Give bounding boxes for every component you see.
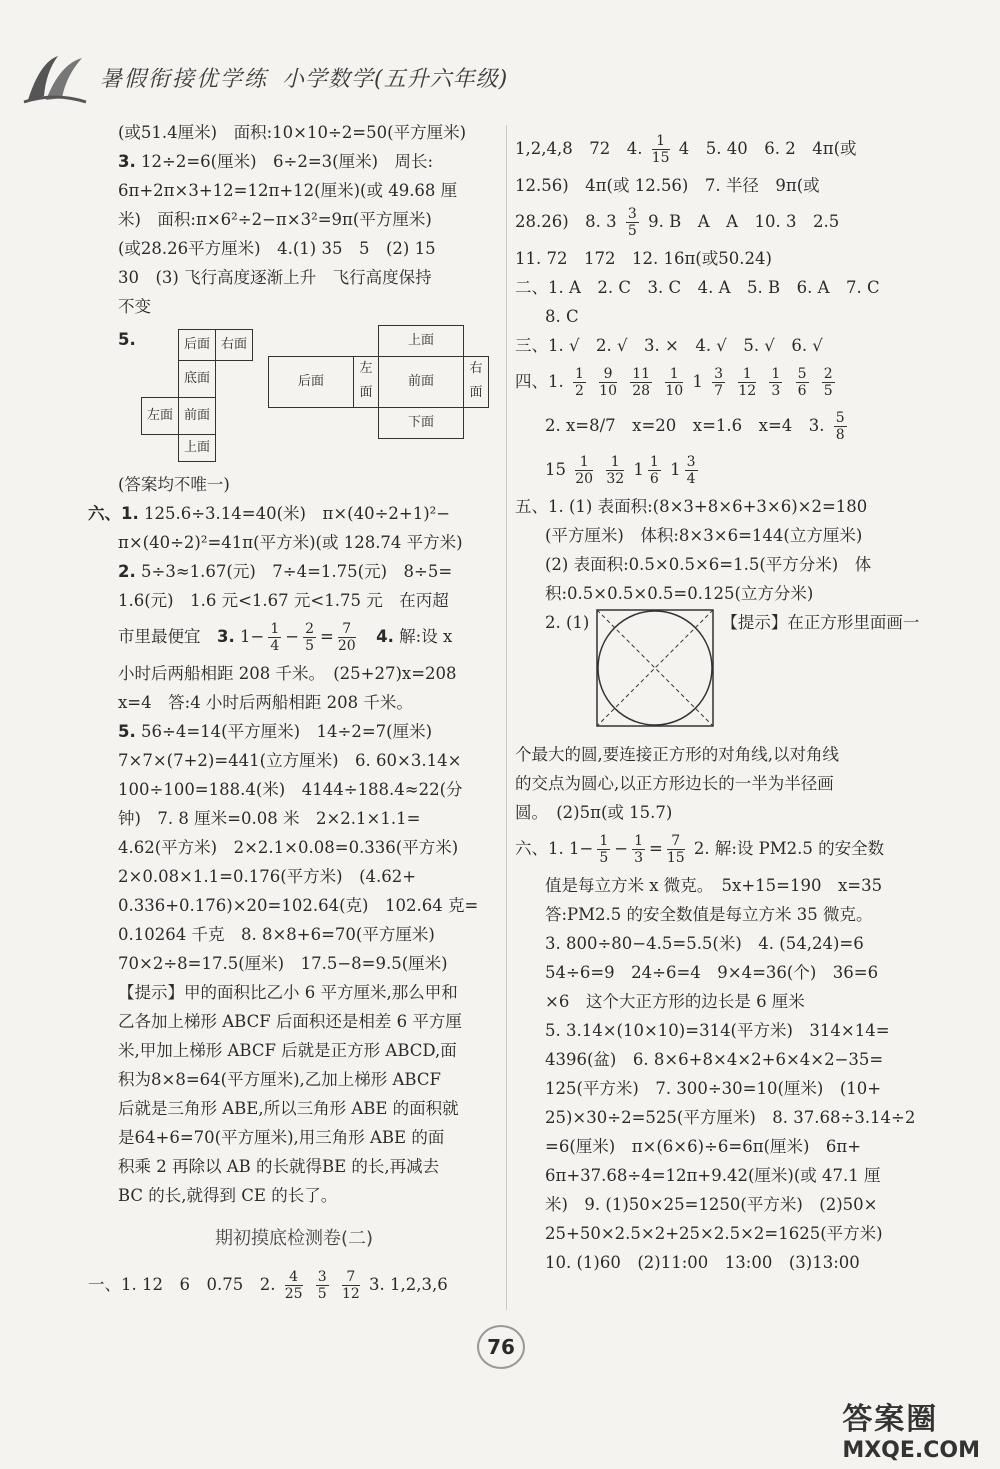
answer-line: 1.6(元) 1.6 元<1.67 元<1.75 元 在丙超: [118, 591, 449, 610]
page-header: [20, 52, 980, 112]
net-face: 底面: [178, 360, 216, 398]
answer-line: =6(厘米) π×(6×6)÷6=6π(厘米) 6π+: [545, 1137, 862, 1156]
answer-line: 3. 12÷2=6(厘米) 6÷2=3(厘米) 周长:: [118, 152, 434, 171]
answer-line: 2. x=8/7 x=20 x=1.6 x=4 3. $\frac{5}{8}$: [545, 410, 845, 443]
answer-line: (或51.4厘米) 面积:10×10÷2=50(平方厘米): [118, 123, 467, 142]
answer-line: 4.62(平方米) 2×2.1×0.08=0.336(平方米): [118, 838, 459, 857]
left-column: [88, 118, 500, 1307]
answer-line: 的交点为圆心,以正方形边长的一半为半径画: [515, 774, 834, 793]
square-circle-figure: [595, 608, 715, 728]
answer-line: 100÷100=188.4(米) 4144÷188.4≈22(分: [118, 780, 463, 799]
net-face: 下面: [378, 407, 464, 439]
answer-line: 米) 9. (1)50×25=1250(平方米) (2)50×: [545, 1195, 878, 1214]
net-face: 右面: [463, 356, 489, 408]
answer-line: 六、1. 1− $\frac{1}{5}$ − $\frac{1}{3}$ = $\frac{7}{15}$ 2. 解:设 PM2.5 的安全数: [515, 833, 885, 866]
hint-line: 乙各加上梯形 ABCF 后面积还是相差 6 平方厘: [118, 1012, 462, 1031]
hint-line: BC 的长,就得到 CE 的长了。: [118, 1186, 338, 1205]
net-face: 左面: [353, 356, 379, 408]
answer-line: 钟) 7. 8 厘米=0.08 米 2×2.1×1.1=: [118, 809, 421, 828]
answer-line: π×(40÷2)²=41π(平方米)(或 128.74 平方米): [118, 533, 463, 552]
answer-line: 7×7×(7+2)=441(立方厘米) 6. 60×3.14×: [118, 751, 462, 770]
hint-line: 积为8×8=64(平方厘米),乙加上梯形 ABCF: [118, 1070, 441, 1089]
note-text: (答案均不唯一): [118, 475, 230, 494]
answer-line: (2) 表面积:0.5×0.5×6=1.5(平方分米) 体: [545, 555, 872, 574]
answer-line: 12.56) 4π(或 12.56) 7. 半径 9π(或: [515, 176, 820, 195]
answer-line: 米) 面积:π×6²÷2−π×3²=9π(平方厘米): [118, 210, 432, 229]
net-face: 前面: [378, 356, 464, 408]
column-divider: [506, 125, 507, 1310]
answer-line: 答:PM2.5 的安全数值是每立方米 35 微克。: [545, 905, 873, 924]
hint-line: 【提示】甲的面积比乙小 6 平方厘米,那么甲和: [118, 983, 458, 1002]
hint-line: 积乘 2 再除以 AB 的长就得BE 的长,再减去: [118, 1157, 440, 1176]
answer-line: 125(平方米) 7. 300÷30=10(厘米) (10+: [545, 1079, 882, 1098]
answer-line: 不变: [118, 297, 151, 316]
answer-line: (或28.26平方厘米) 4.(1) 35 5 (2) 15: [118, 239, 436, 258]
book-logo-icon: [20, 52, 90, 108]
answer-line: 0.10264 千克 8. 8×8+6=70(平方厘米): [118, 925, 435, 944]
answer-line: 3. 800÷80−4.5=5.5(米) 4. (54,24)=6: [545, 934, 864, 953]
answer-line: 小时后两船相距 208 千米。 (25+27)x=208: [118, 664, 457, 683]
page-number: 76: [477, 1325, 525, 1369]
answer-line: 三、1. √ 2. √ 3. × 4. √ 5. √ 6. √: [515, 336, 823, 355]
answer-line: 5. 3.14×(10×10)=314(平方米) 314×14=: [545, 1021, 890, 1040]
answer-line: 6π+37.68÷4=12π+9.42(厘米)(或 47.1 厘: [545, 1166, 881, 1185]
cube-nets-figure: 5. 后面 右面 底面 左面 前面 上面 上面 后面 左面 前面 右面 下面: [88, 325, 500, 460]
watermark-text: 答案圈: [842, 1402, 939, 1437]
net-face: 后面: [178, 329, 216, 361]
answer-line: (平方厘米) 体积:8×3×6=144(立方厘米): [545, 526, 863, 545]
net-face: 后面: [268, 356, 354, 408]
section-title: 期初摸底检测卷(二): [214, 1228, 374, 1249]
answer-line: 70×2÷8=17.5(厘米) 17.5−8=9.5(厘米): [118, 954, 448, 973]
watermark: [842, 1394, 980, 1463]
hint-line: 是64+6=70(平方厘米),用三角形 ABE 的面: [118, 1128, 445, 1147]
book-subtitle: 小学数学(五升六年级): [282, 67, 509, 92]
net-face: 上面: [178, 434, 216, 462]
answer-line: 6π+2π×3+12=12π+12(厘米)(或 49.68 厘: [118, 181, 458, 200]
answer-line: 30 (3) 飞行高度逐渐上升 飞行高度保持: [118, 268, 432, 287]
answer-line: 25+50×2.5×2+25×2.5×2=1625(平方米): [545, 1224, 883, 1243]
answer-line: 五、1. (1) 表面积:(8×3+8×6+3×6)×2=180: [515, 497, 868, 516]
answer-line: 0.336+0.176)×20=102.64(克) 102.64 克=: [118, 896, 479, 915]
answer-line: 个最大的圆,要连接正方形的对角线,以对角线: [515, 745, 839, 764]
answer-line: 8. C: [545, 307, 579, 326]
net-face: 前面: [178, 397, 216, 435]
answer-line: 二、1. A 2. C 3. C 4. A 5. B 6. A 7. C: [515, 278, 880, 297]
answer-line: 2. (1) 【提示】在正方形里面画一: [515, 608, 920, 740]
answer-line: 2. 5÷3≈1.67(元) 7÷4=1.75(元) 8÷5=: [118, 562, 453, 581]
net-face: 右面: [215, 329, 253, 361]
right-column: [515, 127, 920, 1277]
answer-line: 1,2,4,8 72 4. $\frac{1}{15}$ 4 5. 40 6. 2 4π(或: [515, 133, 857, 166]
answer-line: x=4 答:4 小时后两船相距 208 千米。: [118, 693, 413, 712]
answer-line: 10. (1)60 (2)11:00 13:00 (3)13:00: [545, 1253, 860, 1272]
answer-line: 25)×30÷2=525(平方厘米) 8. 37.68÷3.14÷2: [545, 1108, 916, 1127]
answer-line: 54÷6=9 24÷6=4 9×4=36(个) 36=6: [545, 963, 879, 982]
hint-line: 米,甲加上梯形 ABCF 后就是正方形 ABCD,面: [118, 1041, 457, 1060]
answer-line: 15 $\frac{1}{20}$ $\frac{1}{32}$ 1 $\frac{1}{6}$ 1 $\frac{3}{4}$: [545, 454, 696, 487]
answer-line: 28.26) 8. 3 $\frac{3}{5}$ 9. B A A 10. 3 2.5: [515, 206, 840, 239]
net-face: 上面: [378, 325, 464, 357]
answer-line: 值是每立方米 x 微克。 5x+15=190 x=35: [545, 876, 883, 895]
answer-line: 六、1. 125.6÷3.14=40(米) π×(40÷2+1)²−: [88, 504, 451, 523]
answer-line: 4396(盆) 6. 8×6+8×4×2+6×4×2−35=: [545, 1050, 884, 1069]
answer-line: 积:0.5×0.5×0.5=0.125(立方分米): [545, 584, 814, 603]
answer-line: 四、1. $\frac{1}{2}$ $\frac{9}{10}$ $\frac{11}{28}$ $\frac{1}{10}$ 1 $\frac{3}{7}$ $\frac{1}{12}$ $\frac{1}{3}$ $\frac{5}{6}$ $\frac{2}{5}$: [515, 366, 833, 399]
book-title: 暑假衔接优学练: [100, 67, 269, 92]
answer-line: 圆。 (2)5π(或 15.7): [515, 803, 673, 822]
hint-line: 后就是三角形 ABE,所以三角形 ABE 的面积就: [118, 1099, 459, 1118]
answer-line: 一、1. 12 6 0.75 2. $\frac{4}{25}$ $\frac{3}{5}$ $\frac{7}{12}$ 3. 1,2,3,6: [88, 1269, 448, 1302]
net-face: 左面: [141, 397, 179, 435]
answer-line: 5. 56÷4=14(平方厘米) 14÷2=7(厘米): [118, 722, 433, 741]
answer-line: 11. 72 172 12. 16π(或50.24): [515, 249, 772, 268]
answer-line: 2×0.08×1.1=0.176(平方米) (4.62+: [118, 867, 417, 886]
answer-line: 市里最便宜 3. 1− $\frac{1}{4}$ − $\frac{2}{5}$ = $\frac{7}{20}$ 4. 解:设 x: [118, 621, 453, 654]
watermark-url: MXQE.COM: [842, 1438, 980, 1463]
answer-line: ×6 这个大正方形的边长是 6 厘米: [545, 992, 805, 1011]
